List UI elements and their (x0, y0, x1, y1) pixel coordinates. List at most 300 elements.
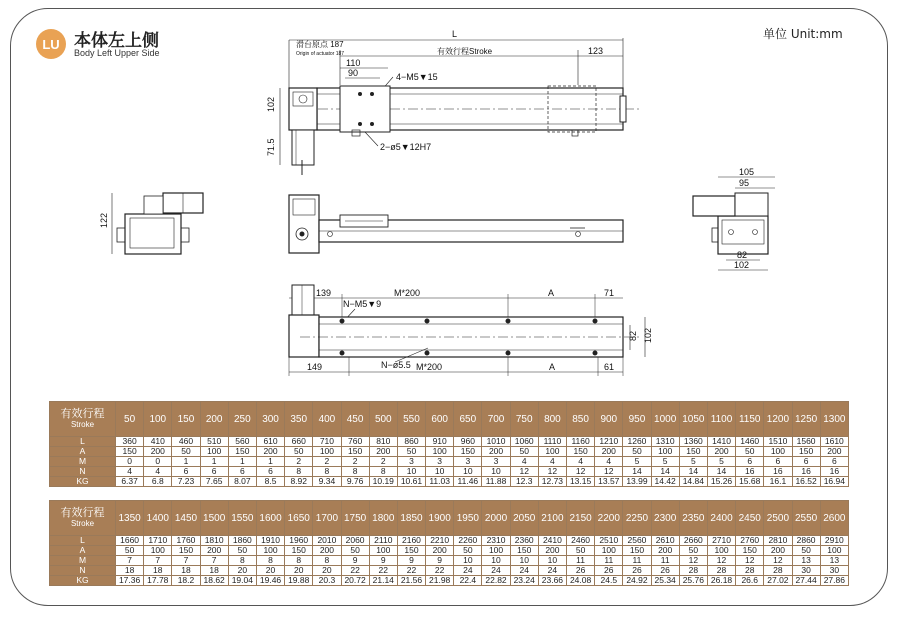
table-cell: 100 (426, 447, 454, 457)
table-cell: 25.34 (651, 576, 679, 586)
stroke-column-header: 800 (538, 402, 566, 437)
table-cell: 0 (116, 457, 144, 467)
table-cell: 16 (792, 467, 820, 477)
stroke-label: 有效行程Stroke (437, 47, 493, 56)
table-cell: 23.24 (510, 576, 538, 586)
table-cell: 50 (116, 546, 144, 556)
stroke-column-header: 900 (595, 402, 623, 437)
table-cell: 410 (144, 437, 172, 447)
table-cell: 100 (820, 546, 848, 556)
table-cell: 18 (144, 566, 172, 576)
row-label: A (50, 447, 116, 457)
table-cell: 1060 (510, 437, 538, 447)
stroke-column-header: 750 (510, 402, 538, 437)
table-cell: 9 (341, 556, 369, 566)
table-cell: 28 (679, 566, 707, 576)
table-cell: 27.02 (764, 576, 792, 586)
table-cell: 2610 (651, 536, 679, 546)
table-cell: 16.52 (792, 477, 820, 487)
stroke-column-header: 1000 (651, 402, 679, 437)
table-cell: 14.42 (651, 477, 679, 487)
table-cell: 2810 (764, 536, 792, 546)
table-cell: 2210 (426, 536, 454, 546)
row-label: N (50, 467, 116, 477)
table-cell: 25.76 (679, 576, 707, 586)
table-cell: 20 (313, 566, 341, 576)
table-cell: 24 (538, 566, 566, 576)
table-cell: 660 (285, 437, 313, 447)
stroke-column-header: 1150 (736, 402, 764, 437)
table-cell: 21.98 (426, 576, 454, 586)
table-cell: 12 (707, 556, 735, 566)
table-cell: 910 (426, 437, 454, 447)
table-cell: 16.94 (820, 477, 848, 487)
stroke-column-header: 1700 (313, 501, 341, 536)
table-cell: 5 (707, 457, 735, 467)
table-cell: 200 (256, 447, 284, 457)
table-cell: 0 (144, 457, 172, 467)
table-cell: 860 (397, 437, 425, 447)
table-cell: 200 (482, 447, 510, 457)
dim-105: 105 (739, 167, 755, 177)
table-cell: 6.37 (116, 477, 144, 487)
table-cell: 26 (623, 566, 651, 576)
table-cell: 20.72 (341, 576, 369, 586)
table-cell: 23.66 (538, 576, 566, 586)
stroke-column-header: 700 (482, 402, 510, 437)
table-cell: 28 (764, 566, 792, 576)
table-cell: 26.18 (707, 576, 735, 586)
stroke-column-header: 1250 (792, 402, 820, 437)
table-cell: 50 (736, 447, 764, 457)
table-cell: 9 (397, 556, 425, 566)
table-cell: 21.14 (369, 576, 397, 586)
table-cell: 20 (228, 566, 256, 576)
table-cell: 8 (313, 467, 341, 477)
table-cell: 2 (341, 457, 369, 467)
table-cell: 15.26 (707, 477, 735, 487)
hole-bottom-label: N−ø5.5 (381, 360, 411, 370)
table-cell: 2260 (454, 536, 482, 546)
table-cell: 100 (651, 447, 679, 457)
spec-table-header (50, 402, 849, 437)
table-cell: 8.92 (285, 477, 313, 487)
table-cell: 50 (792, 546, 820, 556)
table-cell: 18.62 (200, 576, 228, 586)
table-cell: 2910 (820, 536, 848, 546)
table-cell: 100 (707, 546, 735, 556)
table-cell: 12 (595, 467, 623, 477)
table-cell: 24 (482, 566, 510, 576)
table-cell: 1 (200, 457, 228, 467)
table-cell: 760 (341, 437, 369, 447)
dim-A-bottom: A (549, 362, 556, 372)
tap-top-label: 4−M5▼15 (396, 72, 438, 82)
table-cell: 200 (200, 546, 228, 556)
dim-m200-top: M*200 (394, 288, 421, 298)
table-cell: 200 (651, 546, 679, 556)
stroke-column-header: 1350 (116, 501, 144, 536)
table-cell: 1660 (116, 536, 144, 546)
table-cell: 13.99 (623, 477, 651, 487)
table-cell: 10 (482, 556, 510, 566)
table-cell: 8 (285, 556, 313, 566)
table-cell: 50 (679, 546, 707, 556)
top-view (266, 29, 640, 175)
table-cell: 150 (228, 447, 256, 457)
table-cell: 9.76 (341, 477, 369, 487)
table-cell: 1410 (707, 437, 735, 447)
stroke-column-header: 1300 (820, 402, 848, 437)
stroke-column-header: 600 (426, 402, 454, 437)
table-row (50, 566, 849, 576)
stroke-column-header: 1950 (454, 501, 482, 536)
view-title-zh: 本体左上侧 (74, 31, 159, 51)
table-cell: 50 (510, 447, 538, 457)
stroke-column-header: 2500 (764, 501, 792, 536)
dim-71: 71 (604, 288, 615, 298)
table-cell: 14 (651, 467, 679, 477)
stroke-column-header: 2550 (792, 501, 820, 536)
table-cell: 50 (567, 546, 595, 556)
table-cell: 1160 (567, 437, 595, 447)
lu-badge-icon: LU (36, 29, 66, 59)
table-cell: 10 (538, 556, 566, 566)
row-label: M (50, 457, 116, 467)
table-cell: 24.92 (623, 576, 651, 586)
table-cell: 1 (172, 457, 200, 467)
table-cell: 2160 (397, 536, 425, 546)
table-cell: 13.15 (567, 477, 595, 487)
table-cell: 20.3 (313, 576, 341, 586)
stroke-column-header: 150 (172, 402, 200, 437)
stroke-column-header: 200 (200, 402, 228, 437)
table-cell: 6 (256, 467, 284, 477)
row-label: M (50, 556, 116, 566)
stroke-column-header: 550 (397, 402, 425, 437)
table-cell: 2 (369, 457, 397, 467)
table-cell: 1560 (792, 437, 820, 447)
table-cell: 3 (397, 457, 425, 467)
stroke-column-header: 1850 (397, 501, 425, 536)
table-cell: 24.5 (595, 576, 623, 586)
stroke-column-header: 950 (623, 402, 651, 437)
spec-table-2 (49, 500, 849, 586)
stroke-column-header: 1900 (426, 501, 454, 536)
stroke-column-header: 50 (116, 402, 144, 437)
table-cell: 8 (228, 556, 256, 566)
table-cell: 2460 (567, 536, 595, 546)
stroke-column-header: 500 (369, 402, 397, 437)
table-cell: 9.34 (313, 477, 341, 487)
stroke-column-header: 2000 (482, 501, 510, 536)
table-cell: 6 (792, 457, 820, 467)
dim-95: 95 (739, 178, 750, 188)
table-cell: 20 (256, 566, 284, 576)
table-cell: 50 (172, 447, 200, 457)
table-cell: 24 (454, 566, 482, 576)
dim-90: 90 (348, 68, 359, 78)
table-cell: 1510 (764, 437, 792, 447)
table-cell: 200 (426, 546, 454, 556)
table-cell: 12 (764, 556, 792, 566)
table-cell: 100 (482, 546, 510, 556)
table-cell: 360 (116, 437, 144, 447)
table-cell: 6 (228, 467, 256, 477)
stroke-header: 有效行程 Stroke (50, 501, 116, 536)
stroke-column-header: 1500 (200, 501, 228, 536)
stroke-column-header: 100 (144, 402, 172, 437)
stroke-column-header: 1550 (228, 501, 256, 536)
table-cell: 200 (707, 447, 735, 457)
table-cell: 17.36 (116, 576, 144, 586)
table-row (50, 447, 849, 457)
table-cell: 24 (510, 566, 538, 576)
dim-110: 110 (346, 58, 361, 68)
table-cell: 150 (510, 546, 538, 556)
stroke-column-header: 300 (256, 402, 284, 437)
table-cell: 510 (200, 437, 228, 447)
table-cell: 50 (623, 447, 651, 457)
table-cell: 1210 (595, 437, 623, 447)
table-cell: 4 (595, 457, 623, 467)
stroke-column-header: 1050 (679, 402, 707, 437)
table-cell: 11.03 (426, 477, 454, 487)
stroke-column-header: 2300 (651, 501, 679, 536)
table-cell: 5 (651, 457, 679, 467)
table-cell: 15.68 (736, 477, 764, 487)
table-cell: 26.6 (736, 576, 764, 586)
stroke-header: 有效行程 Stroke (50, 402, 116, 437)
table-cell: 4 (144, 467, 172, 477)
table-cell: 16 (736, 467, 764, 477)
stroke-column-header: 400 (313, 402, 341, 437)
table-cell: 2010 (313, 536, 341, 546)
table-cell: 810 (369, 437, 397, 447)
table-cell: 150 (285, 546, 313, 556)
table-cell: 28 (707, 566, 735, 576)
table-cell: 19.04 (228, 576, 256, 586)
table-cell: 1360 (679, 437, 707, 447)
table-cell: 30 (792, 566, 820, 576)
table-cell: 1610 (820, 437, 848, 447)
table-cell: 16 (820, 467, 848, 477)
table-cell: 8.5 (256, 477, 284, 487)
table-cell: 1860 (228, 536, 256, 546)
table-cell: 10 (426, 467, 454, 477)
row-label: KG (50, 477, 116, 487)
table-cell: 4 (538, 457, 566, 467)
table-cell: 12.73 (538, 477, 566, 487)
dim-L: L (452, 29, 458, 39)
table-cell: 11.88 (482, 477, 510, 487)
table-cell: 7.23 (172, 477, 200, 487)
front-view (289, 195, 623, 253)
table-cell: 7 (172, 556, 200, 566)
table-cell: 12 (510, 467, 538, 477)
stroke-column-header: 350 (285, 402, 313, 437)
table-cell: 14 (707, 467, 735, 477)
table-cell: 28 (736, 566, 764, 576)
table-cell: 2510 (595, 536, 623, 546)
table-cell: 8 (256, 556, 284, 566)
table-cell: 1910 (256, 536, 284, 546)
table-cell: 8 (285, 467, 313, 477)
table-row (50, 457, 849, 467)
row-label: KG (50, 576, 116, 586)
table-cell: 11 (567, 556, 595, 566)
stroke-column-header: 1800 (369, 501, 397, 536)
table-cell: 150 (623, 546, 651, 556)
table-cell: 22 (426, 566, 454, 576)
table-cell: 2 (313, 457, 341, 467)
slide-origin-zh: 滑台原点 187 (296, 40, 344, 49)
table-cell: 100 (595, 546, 623, 556)
right-end-view (693, 167, 775, 270)
table-cell: 10.19 (369, 477, 397, 487)
table-row (50, 437, 849, 447)
table-cell: 1010 (482, 437, 510, 447)
table-cell: 27.44 (792, 576, 820, 586)
table-cell: 6.8 (144, 477, 172, 487)
table-cell: 460 (172, 437, 200, 447)
dim-71-5: 71.5 (266, 138, 276, 156)
dim-102-left: 102 (266, 96, 276, 112)
table-cell: 2760 (736, 536, 764, 546)
table-cell: 100 (256, 546, 284, 556)
table-cell: 12 (679, 556, 707, 566)
table-cell: 16 (764, 467, 792, 477)
stroke-column-header: 1200 (764, 402, 792, 437)
stroke-column-header: 2250 (623, 501, 651, 536)
table-cell: 14 (679, 467, 707, 477)
table-cell: 4 (116, 467, 144, 477)
table-cell: 8.07 (228, 477, 256, 487)
stroke-column-header: 2450 (736, 501, 764, 536)
table-cell: 1 (228, 457, 256, 467)
stroke-column-header: 1750 (341, 501, 369, 536)
table-cell: 26 (567, 566, 595, 576)
table-cell: 2360 (510, 536, 538, 546)
table-cell: 7 (116, 556, 144, 566)
table-cell: 17.78 (144, 576, 172, 586)
table-cell: 2660 (679, 536, 707, 546)
spec-table-header (50, 501, 849, 536)
tap-bottom-label: N−M5▼9 (343, 299, 382, 309)
table-cell: 2110 (369, 536, 397, 546)
table-cell: 30 (820, 566, 848, 576)
table-cell: 18 (200, 566, 228, 576)
stroke-column-header: 2600 (820, 501, 848, 536)
table-cell: 10 (510, 556, 538, 566)
stroke-column-header: 250 (228, 402, 256, 437)
table-cell: 2860 (792, 536, 820, 546)
table-cell: 200 (595, 447, 623, 457)
table-row (50, 467, 849, 477)
table-cell: 6 (820, 457, 848, 467)
dim-123: 123 (588, 46, 604, 56)
table-cell: 200 (313, 546, 341, 556)
table-cell: 610 (256, 437, 284, 447)
table-cell: 200 (764, 546, 792, 556)
left-end-view (99, 193, 203, 254)
table-cell: 22 (341, 566, 369, 576)
dim-A-top: A (548, 288, 555, 298)
table-cell: 50 (285, 447, 313, 457)
row-label: A (50, 546, 116, 556)
table-cell: 1110 (538, 437, 566, 447)
table-cell: 5 (679, 457, 707, 467)
table-cell: 11.46 (454, 477, 482, 487)
table-cell: 100 (144, 546, 172, 556)
table-cell: 13 (792, 556, 820, 566)
table-cell: 12.3 (510, 477, 538, 487)
table-cell: 6 (200, 467, 228, 477)
table-cell: 24.08 (567, 576, 595, 586)
table-cell: 150 (397, 546, 425, 556)
table-cell: 12 (736, 556, 764, 566)
table-cell: 19.46 (256, 576, 284, 586)
table-cell: 200 (144, 447, 172, 457)
table-cell: 13 (820, 556, 848, 566)
stroke-column-header: 2400 (707, 501, 735, 536)
table-cell: 4 (510, 457, 538, 467)
table-cell: 6 (172, 467, 200, 477)
table-cell: 10 (482, 467, 510, 477)
table-row (50, 546, 849, 556)
stroke-column-header: 2200 (595, 501, 623, 536)
table-cell: 9 (369, 556, 397, 566)
table-cell: 960 (454, 437, 482, 447)
table-cell: 200 (538, 546, 566, 556)
table-cell: 2 (285, 457, 313, 467)
table-cell: 6 (764, 457, 792, 467)
table-cell: 13.57 (595, 477, 623, 487)
table-cell: 2560 (623, 536, 651, 546)
table-row (50, 477, 849, 487)
dim-61: 61 (604, 362, 615, 372)
table-cell: 12 (567, 467, 595, 477)
table-cell: 7.65 (200, 477, 228, 487)
table-cell: 19.88 (285, 576, 313, 586)
table-cell: 8 (369, 467, 397, 477)
stroke-column-header: 450 (341, 402, 369, 437)
dim-m200-bottom: M*200 (416, 362, 443, 372)
table-cell: 150 (792, 447, 820, 457)
table-cell: 12 (538, 467, 566, 477)
table-cell: 16.1 (764, 477, 792, 487)
slide-origin-en: Origin of actuator 187 (296, 51, 345, 57)
table-cell: 150 (736, 546, 764, 556)
dim-102-right: 102 (643, 327, 653, 343)
stroke-column-header: 650 (454, 402, 482, 437)
table-cell: 2410 (538, 536, 566, 546)
table-cell: 10.61 (397, 477, 425, 487)
table-cell: 22.82 (482, 576, 510, 586)
table-cell: 18 (116, 566, 144, 576)
table-cell: 100 (538, 447, 566, 457)
table-cell: 1760 (172, 536, 200, 546)
table-row (50, 576, 849, 586)
table-cell: 3 (454, 457, 482, 467)
spec-table-1 (49, 401, 849, 487)
table-cell: 1 (256, 457, 284, 467)
stroke-column-header: 2350 (679, 501, 707, 536)
table-cell: 50 (341, 546, 369, 556)
table-cell: 22 (369, 566, 397, 576)
table-cell: 150 (567, 447, 595, 457)
dim-102-end: 102 (734, 260, 750, 270)
